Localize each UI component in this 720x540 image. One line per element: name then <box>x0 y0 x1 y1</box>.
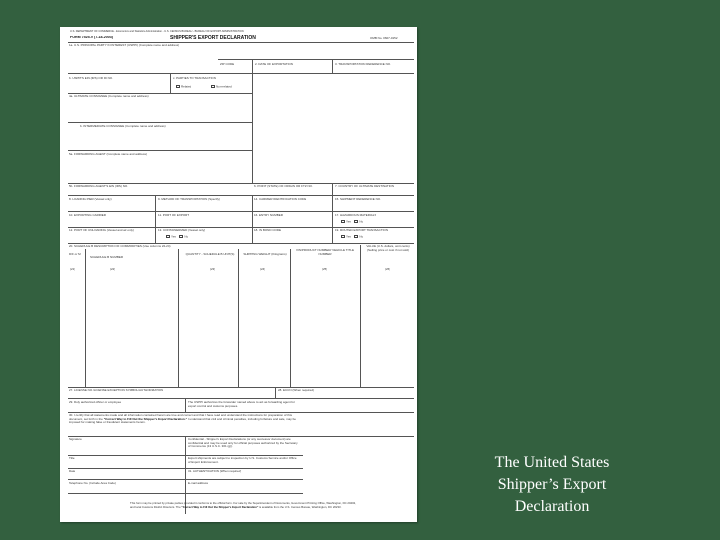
field-14-label: 14. CARRIER IDENTIFICATION CODE <box>254 198 307 201</box>
field-2-label: 2. DATE OF EXPORTATION <box>255 63 293 66</box>
column-divider <box>178 249 179 387</box>
field-30-penalty: I understand that civil and criminal penalties, including forfeiture and sale, may be imposed for making false or fraudulent statements herein. <box>69 416 296 424</box>
field-5b-label: 5b. FORWARDING AGENT'S EIN (IRS) NO. <box>69 185 129 188</box>
footer-availability: is available from the U.S. Census Bureau, Washington, DC 20233. <box>259 504 342 509</box>
routed-no-checkbox[interactable] <box>354 235 358 238</box>
field-1a-label: 1a. U.S. PRINCIPAL PARTY IN INTEREST (USPPI) (Complete name and address) <box>69 44 180 47</box>
field-4b-label: b. INTERMEDIATE CONSIGNEE (Complete name and address) <box>80 125 166 128</box>
divider <box>332 183 333 195</box>
related-option <box>175 85 191 89</box>
hazardous-no-label: No <box>359 220 364 224</box>
divider <box>68 42 414 43</box>
field-7-label: 7. COUNTRY OF ULTIMATE DESTINATION <box>335 185 395 188</box>
routed-yes-checkbox[interactable] <box>341 235 345 238</box>
form-footer <box>130 502 360 509</box>
field-17-label: 17. HAZARDOUS MATERIALS <box>335 214 377 217</box>
containerized-yes-checkbox[interactable] <box>166 235 170 238</box>
divider <box>68 211 414 212</box>
containerized-no-checkbox[interactable] <box>179 235 183 238</box>
divider <box>68 183 414 184</box>
field-31-label: 31. AUTHENTICATION (When required) <box>188 470 242 473</box>
title-label: Title <box>69 457 75 460</box>
field-30-text <box>69 414 299 425</box>
zip-code-label: ZIP CODE <box>220 63 235 66</box>
shipper-export-declaration-form <box>60 27 417 522</box>
non-related-label: Non-related <box>216 85 232 89</box>
column-quantity-header: QUANTITY - SCHEDULE B UNIT(S) <box>185 253 235 256</box>
column-weight-header: SHIPPING WEIGHT (Kilograms) <box>243 253 287 256</box>
date-label: Date <box>69 470 76 473</box>
footer-reference: "Correct Way to Fill Out the Shipper's Export Declaration" <box>181 504 259 509</box>
divider <box>68 122 252 123</box>
field-27-label: 27. LICENSE NO./LICENSE EXCEPTION SYMBOL/AUTHORIZATION <box>69 389 164 392</box>
column-number: (24) <box>260 268 266 271</box>
form-top-notice: U.S. DEPARTMENT OF COMMERCE - Economics and Statistics Administration - U.S. CENSUS BUREAU - BUREAU OF EXPORT ADMINISTRATION <box>70 30 244 33</box>
confidential-text: Confidential - Shipper's Export Declarations (or any successor document) are confidential and may be used only for official purposes authorized by the Secretary of Commerce (13 U.S.C. 301 (g)). <box>188 438 298 448</box>
divider <box>332 59 333 73</box>
divider <box>275 387 276 398</box>
divider <box>68 150 252 151</box>
field-15-label: 15. SHIPMENT REFERENCE NO. <box>335 198 381 201</box>
column-number: (25) <box>322 268 328 271</box>
field-8-label: 8. LOADING PIER (Vessel only) <box>69 198 112 201</box>
non-related-option <box>210 85 232 89</box>
column-divider <box>238 249 239 387</box>
field-13-label: 13. CONTAINERIZED (Vessel only) <box>158 229 206 232</box>
field-1b-label: b. USPPI'S EIN (IRS) OR ID NO. <box>69 77 113 80</box>
routed-options <box>340 235 363 239</box>
column-divider <box>290 249 291 387</box>
field-29-text: The USPPI authorizes the forwarder named above to act as forwarding agent for export control and customs purposes. <box>188 401 295 408</box>
divider <box>185 398 186 412</box>
related-label: Related <box>181 85 192 89</box>
divider <box>68 455 303 456</box>
caption-line-1: The United States <box>494 454 610 471</box>
routed-no-label: No <box>359 235 364 239</box>
field-6-label: 6. POINT (STATE) OF ORIGIN OR FTZ NO. <box>254 185 313 188</box>
divider <box>68 387 414 388</box>
divider <box>68 93 252 94</box>
field-19-label: 19. ROUTED EXPORT TRANSACTION <box>335 229 389 232</box>
field-30-reference: "Correct Way to Fill Out the Shipper's Export Declaration." <box>103 416 187 421</box>
containerized-yes-label: Yes <box>171 235 176 239</box>
divider <box>170 73 171 93</box>
routed-yes-label: Yes <box>346 235 351 239</box>
divider <box>68 227 414 228</box>
divider <box>155 195 156 243</box>
containerized-options <box>165 235 188 239</box>
telephone-label: Telephone No. (Include Area Code) <box>69 482 116 485</box>
related-checkbox[interactable] <box>176 85 180 88</box>
divider <box>252 73 253 183</box>
field-16-label: 16. ENTRY NUMBER <box>254 214 283 217</box>
divider <box>218 59 414 60</box>
divider <box>252 59 253 73</box>
field-30-statement: 30. I certify that all statements made and all information contained herein are true and correct and that I have read and understand the instructions for preparation of this document, set forth in the <box>69 414 292 421</box>
divider <box>332 195 333 243</box>
column-vin-header: VIN/PRODUCT NUMBER/ VEHICLE TITLE NUMBER <box>296 249 354 256</box>
divider <box>68 493 303 494</box>
form-title: SHIPPER'S EXPORT DECLARATION <box>170 35 256 41</box>
column-number: (21) <box>70 268 76 271</box>
field-1c-label: c. PARTIES TO TRANSACTION <box>173 77 216 80</box>
divider <box>252 195 253 243</box>
omb-number: OMB No. 0607-0152 <box>370 37 398 40</box>
column-schedule-b-header: SCHEDULE B NUMBER <box>90 256 124 259</box>
column-number: (22) <box>110 268 116 271</box>
divider <box>68 412 414 413</box>
column-df-header: D/F or M <box>69 253 81 256</box>
containerized-no-label: No <box>184 235 189 239</box>
non-related-checkbox[interactable] <box>211 85 215 88</box>
column-number: (23) <box>210 268 216 271</box>
caption-line-3: Declaration <box>514 498 590 515</box>
slide-caption <box>452 452 652 518</box>
field-3-label: 3. TRANSPORTATION REFERENCE NO. <box>335 63 391 66</box>
divider <box>68 243 414 244</box>
field-12-label: 12. PORT OF UNLOADING (Vessel and air only) <box>69 229 134 232</box>
divider <box>68 398 414 399</box>
form-number: FORM 7525-V (7-18-2003) <box>70 36 113 39</box>
export-inspection-text: Export shipments are subject to inspection by U.S. Customs Service and/or Office of Export Enforcement. <box>188 457 297 464</box>
hazardous-yes-label: Yes <box>346 220 351 224</box>
field-18-label: 18. IN BOND CODE <box>254 229 282 232</box>
field-4a-label: 4a. ULTIMATE CONSIGNEE (Complete name and address) <box>69 95 149 98</box>
hazardous-no-checkbox[interactable] <box>354 220 358 223</box>
column-divider <box>360 245 361 387</box>
caption-line-2: Shipper’s Export <box>497 476 607 493</box>
signature-label: Signature <box>69 438 82 441</box>
field-11-label: 11. PORT OF EXPORT <box>158 214 190 217</box>
divider <box>68 479 303 480</box>
hazardous-options <box>340 220 363 224</box>
column-divider <box>85 249 86 387</box>
field-9-label: 9. METHOD OF TRANSPORTATION (Specify) <box>158 198 220 201</box>
email-label: E-mail address <box>188 482 209 485</box>
divider <box>68 468 303 469</box>
column-value-header: VALUE (U.S. dollars, omit cents) (Selling price or cost if not sold) <box>366 245 410 252</box>
footer-statement: This form may be printed by private parties provided it conforms to the official form. For sale by the Superintendent of Documents, Government Printing Office, Washington, DC 20402, and local Customs District Directors. The <box>130 502 356 509</box>
hazardous-yes-checkbox[interactable] <box>341 220 345 223</box>
field-5a-label: 5a. FORWARDING AGENT (Complete name and address) <box>69 153 147 156</box>
field-10-label: 10. EXPORTING CARRIER <box>69 214 106 217</box>
column-number: (26) <box>385 268 391 271</box>
field-29-label: 29. Duly authorized officer or employee <box>69 401 122 404</box>
divider <box>68 195 414 196</box>
divider <box>68 436 414 437</box>
divider <box>68 73 414 74</box>
field-28-label: 28. ECCN (When required) <box>278 389 315 392</box>
field-20-label: 20. SCHEDULE B DESCRIPTION OF COMMODITIES (Use columns 22-24) <box>69 245 171 248</box>
